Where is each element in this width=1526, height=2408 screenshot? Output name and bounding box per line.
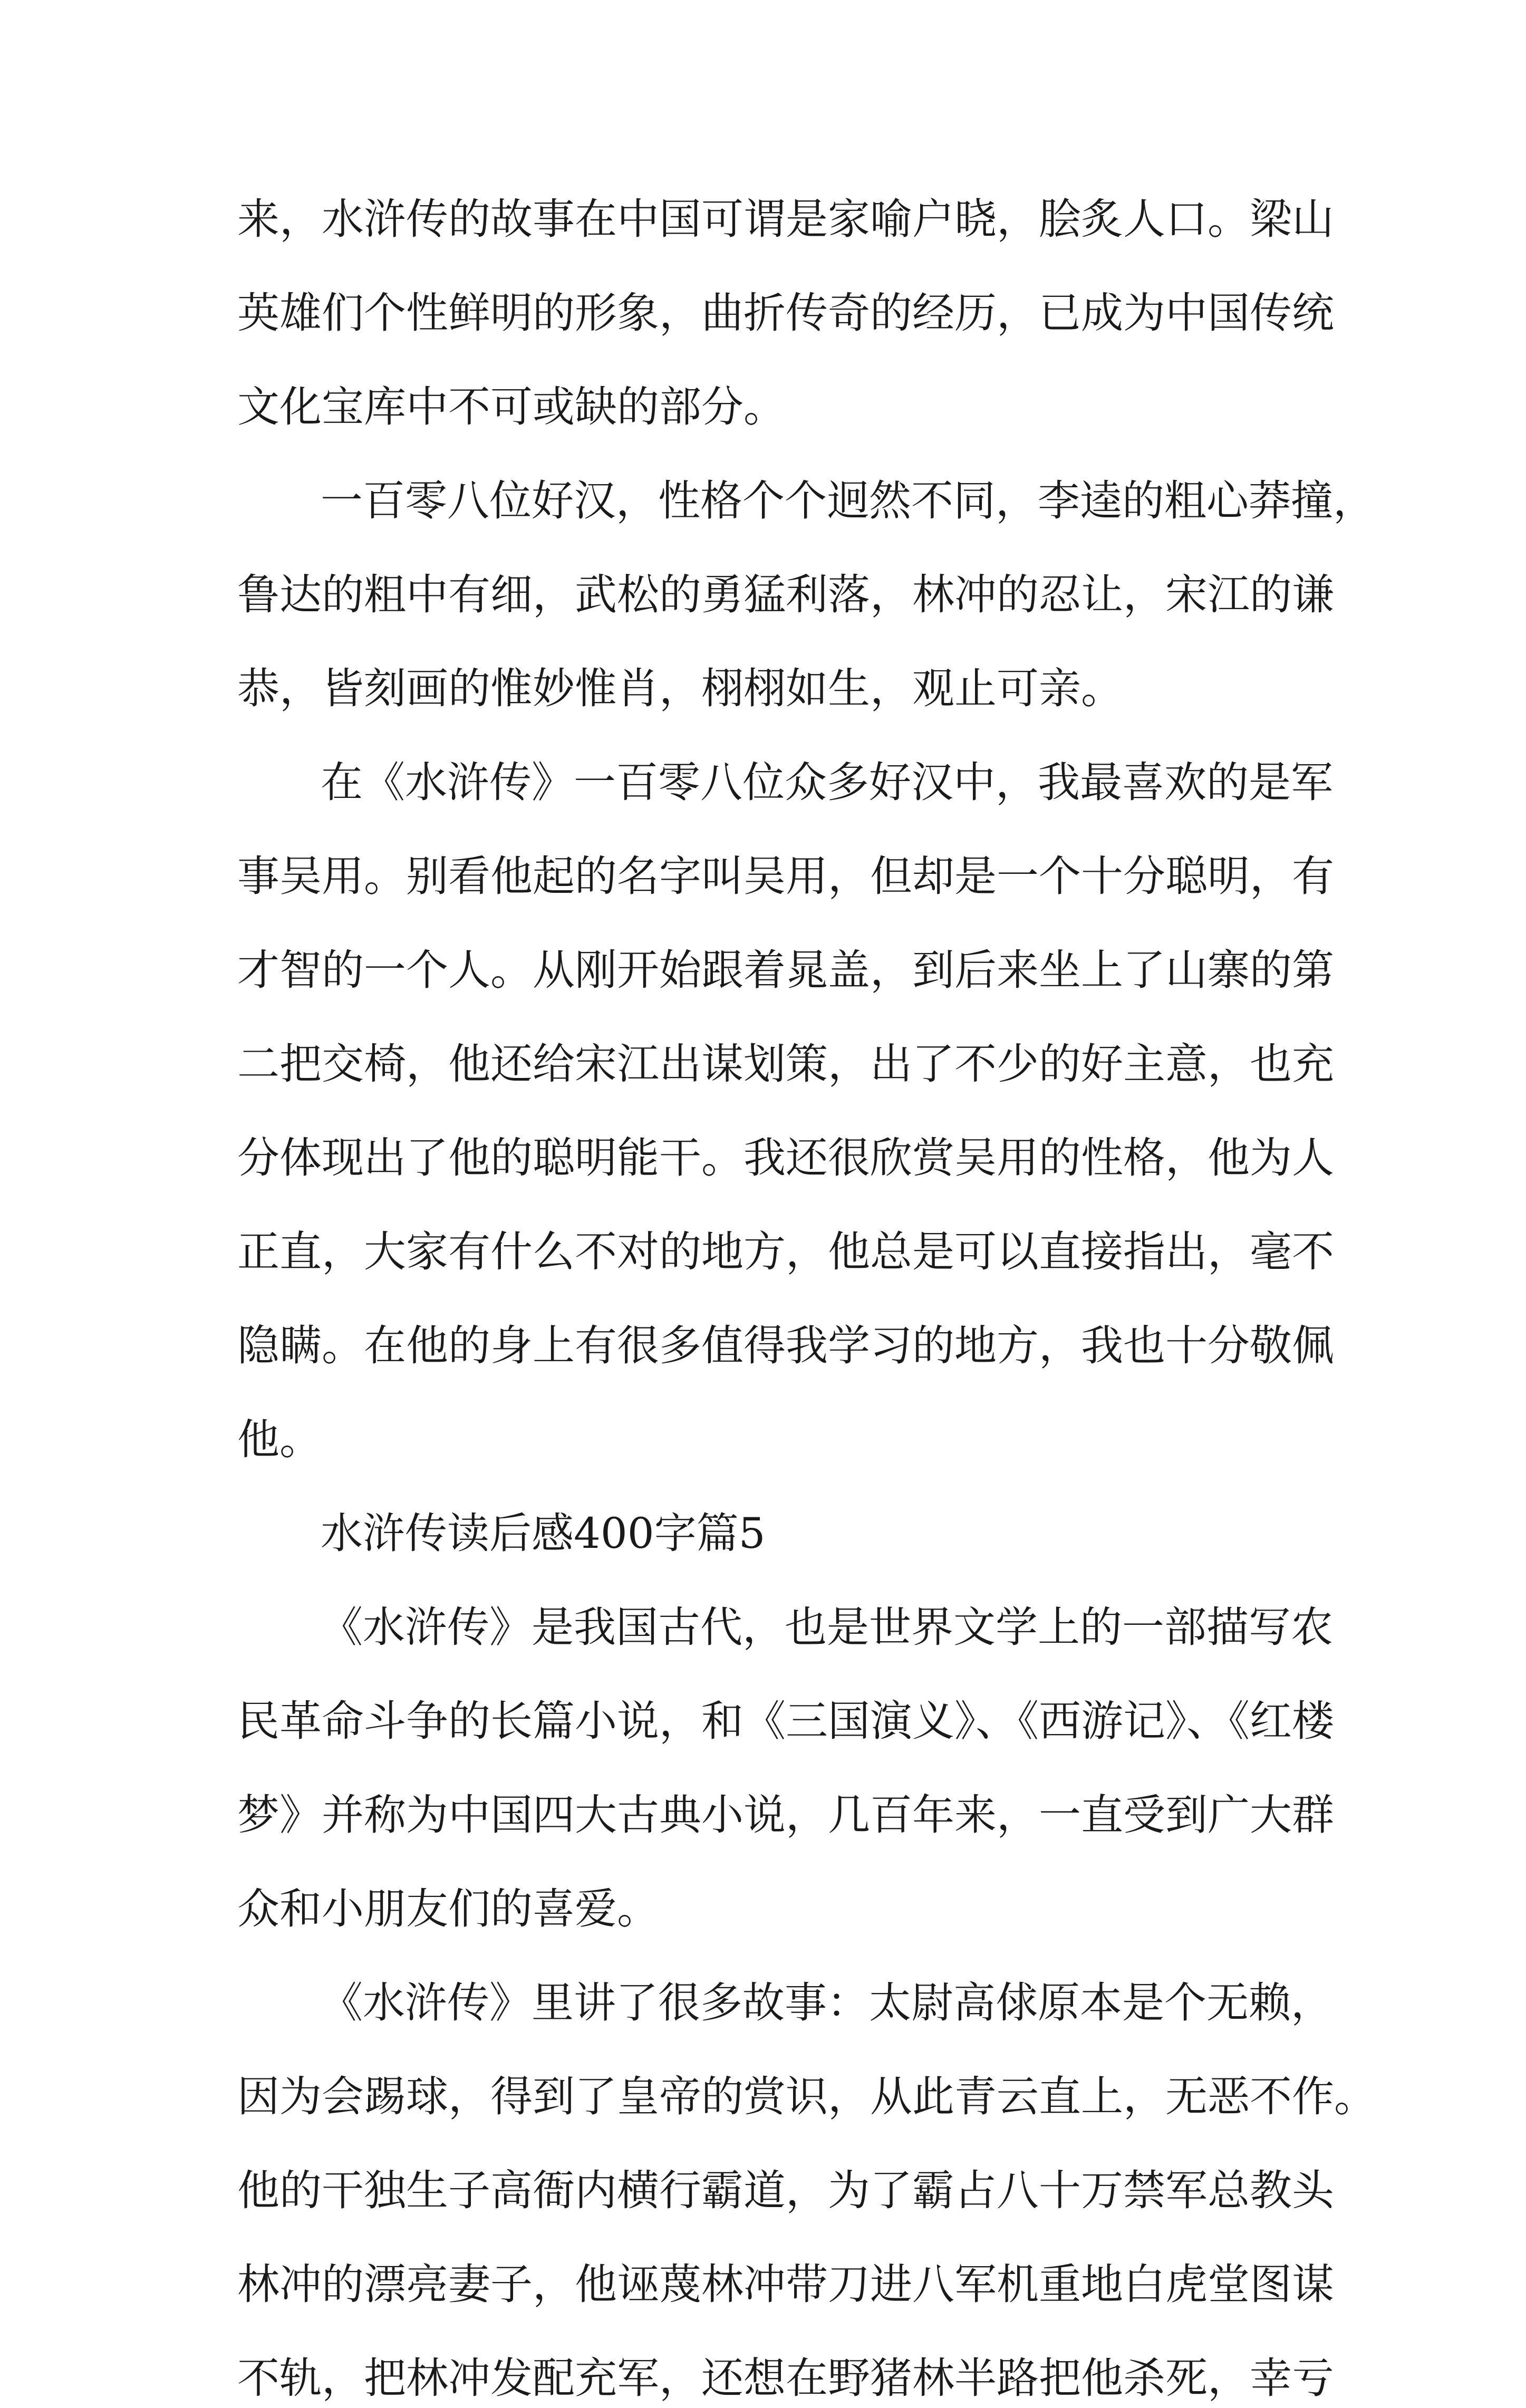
text-line — [0, 1410, 1526, 1469]
text-line — [0, 1786, 1526, 1845]
section-heading-text: 水浒传读后感400字篇5 — [321, 1509, 766, 1558]
text-line-content: 他。 — [237, 1415, 322, 1464]
text-line-content: 分体现出了他的聪明能干。我还很欣赏吴用的性格，他为人 — [237, 1133, 1334, 1182]
text-line-content: 民革命斗争的长篇小说，和《三国演义》、《西游记》、《红楼 — [237, 1697, 1334, 1746]
text-line — [0, 190, 1526, 249]
text-line — [0, 847, 1526, 906]
text-line-content: 事吴用。别看他起的名字叫吴用，但却是一个十分聪明，有 — [237, 852, 1334, 901]
text-line — [0, 565, 1526, 624]
text-line — [0, 2161, 1526, 2220]
text-line — [0, 284, 1526, 343]
text-line — [0, 471, 1526, 531]
text-line-content: 众和小朋友们的喜爱。 — [237, 1884, 659, 1933]
text-line-content: 不轨，把林冲发配充军，还想在野猪林半路把他杀死，幸亏 — [237, 2354, 1334, 2403]
text-line-content: 英雄们个性鲜明的形象，曲折传奇的经历，已成为中国传统 — [237, 288, 1334, 338]
text-line-content: 隐瞒。在他的身上有很多值得我学习的地方，我也十分敬佩 — [237, 1321, 1334, 1370]
text-line — [0, 2255, 1526, 2314]
text-line-content: 来，水浒传的故事在中国可谓是家喻户晓，脍炙人口。梁山 — [237, 195, 1334, 244]
text-line-content: 梦》并称为中国四大古典小说，几百年来，一直受到广大群 — [237, 1790, 1334, 1839]
text-line-content: 正直，大家有什么不对的地方，他总是可以直接指出，毫不 — [237, 1227, 1334, 1276]
text-line — [0, 659, 1526, 718]
text-line-content: 二把交椅，他还给宋江出谋划策，出了不少的好主意，也充 — [237, 1039, 1334, 1089]
text-line-content: 因为会踢球，得到了皇帝的赏识，从此青云直上，无恶不作。 — [237, 2072, 1376, 2121]
text-line — [0, 1222, 1526, 1282]
text-line — [0, 378, 1526, 437]
text-line — [0, 1973, 1526, 2033]
text-line-content: 鲁达的粗中有细，武松的勇猛利落，林冲的忍让，宋江的谦 — [237, 570, 1334, 619]
section-heading — [0, 1504, 1526, 1563]
text-line — [0, 2067, 1526, 2126]
text-line — [0, 941, 1526, 1000]
text-line — [0, 2349, 1526, 2408]
text-line — [0, 1692, 1526, 1751]
text-line — [0, 1880, 1526, 1939]
text-line-content: 他的干独生子高衙内横行霸道，为了霸占八十万禁军总教头 — [237, 2166, 1334, 2215]
text-line — [0, 1035, 1526, 1094]
text-line-content: 才智的一个人。从刚开始跟着晁盖，到后来坐上了山寨的第 — [237, 946, 1334, 995]
text-line-content: 在《水浒传》一百零八位众多好汉中，我最喜欢的是军 — [321, 758, 1333, 807]
text-line — [0, 1598, 1526, 1657]
text-line-content: 恭，皆刻画的惟妙惟肖，栩栩如生，观止可亲。 — [237, 664, 1123, 713]
text-line-content: 文化宝库中不可或缺的部分。 — [237, 382, 786, 431]
text-line — [0, 1129, 1526, 1188]
text-line-content: 《水浒传》里讲了很多故事：太尉高俅原本是个无赖， — [321, 1978, 1333, 2027]
text-line-content: 一百零八位好汉，性格个个迥然不同，李逵的粗心莽撞， — [321, 476, 1375, 525]
text-line — [0, 753, 1526, 812]
text-line-content: 林冲的漂亮妻子，他诬蔑林冲带刀进八军机重地白虎堂图谋 — [237, 2260, 1334, 2309]
text-line — [0, 1316, 1526, 1375]
text-line-content: 《水浒传》是我国古代，也是世界文学上的一部描写农 — [321, 1603, 1333, 1652]
